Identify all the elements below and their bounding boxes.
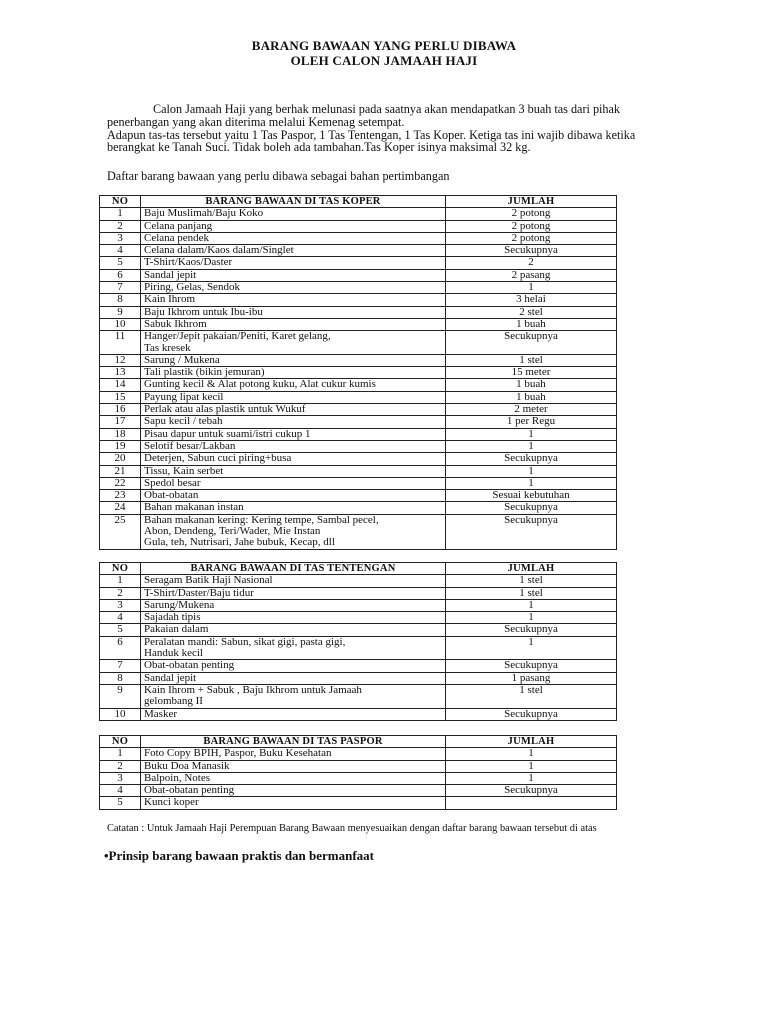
row-number: 17 (100, 416, 141, 428)
table-row (100, 269, 617, 281)
row-number: 3 (100, 232, 141, 244)
row-number: 1 (100, 575, 141, 587)
document-title-line1: BARANG BAWAAN YANG PERLU DIBAWA (251, 38, 517, 53)
item-quantity: 1 stel (446, 587, 617, 599)
item-name: Celana panjang (144, 219, 213, 232)
header-no: NO (100, 736, 141, 748)
item-name: Celana pendek (144, 231, 210, 244)
item-name: Gunting kecil & Alat potong kuku, Alat cukur kumis (144, 378, 376, 391)
item-quantity: 1 pasang (446, 672, 617, 684)
table-header-row (100, 736, 617, 748)
row-number: 13 (100, 367, 141, 379)
item-name: Sandal jepit (144, 671, 197, 684)
table-row (100, 612, 617, 624)
item-quantity: Secukupnya (446, 660, 617, 672)
item-name: Pakaian dalam (144, 623, 209, 636)
item-name: Seragam Batik Haji Nasional (144, 574, 273, 587)
table-row (100, 502, 617, 514)
table-row (100, 294, 617, 306)
table-row (100, 245, 617, 257)
table-row (100, 465, 617, 477)
item-quantity: 1 (446, 428, 617, 440)
item-name: T-Shirt/Kaos/Daster (144, 256, 233, 269)
table-row (100, 772, 617, 784)
table-row (100, 490, 617, 502)
item-name: Celana dalam/Kaos dalam/Singlet (144, 244, 294, 257)
item-name: Sarung / Mukena (144, 353, 220, 366)
row-number: 3 (100, 599, 141, 611)
item-cell (141, 404, 446, 416)
intro-line: penerbangan yang akan diterima melalui Kemenag setempat. (107, 114, 405, 129)
table-row (100, 587, 617, 599)
item-name: Tali plastik (bikin jemuran) (144, 366, 265, 379)
item-name: Obat-obatan (144, 489, 199, 502)
item-cell (141, 612, 446, 624)
item-name: Sajadah tipis (144, 611, 201, 624)
table-row (100, 599, 617, 611)
intro-line: Adapun tas-tas tersebut yaitu 1 Tas Paspor, 1 Tas Tentengan, 1 Tas Koper. Ketiga tas ini wajib dibawa ketika (107, 127, 636, 142)
item-cell (141, 477, 446, 489)
item-quantity (446, 797, 617, 809)
row-number: 12 (100, 354, 141, 366)
item-cell (141, 294, 446, 306)
table-row (100, 220, 617, 232)
item-name: Kunci koper (144, 796, 199, 809)
item-name: gelombang II (144, 695, 203, 708)
item-quantity: Secukupnya (446, 331, 617, 355)
table-row (100, 575, 617, 587)
row-number: 21 (100, 465, 141, 477)
row-number: 23 (100, 490, 141, 502)
item-cell (141, 269, 446, 281)
item-name: Perlak atau alas plastik untuk Wukuf (144, 403, 306, 416)
row-number: 6 (100, 269, 141, 281)
item-name: Pisau dapur untuk suami/istri cukup 1 (144, 427, 311, 440)
item-cell (141, 331, 446, 355)
table-row (100, 624, 617, 636)
item-cell (141, 318, 446, 330)
item-quantity: 2 (446, 257, 617, 269)
table-body (100, 208, 617, 549)
table-row (100, 708, 617, 720)
item-quantity: 1 buah (446, 391, 617, 403)
row-number: 9 (100, 306, 141, 318)
item-name: T-Shirt/Daster/Baju tidur (144, 586, 254, 599)
item-quantity: Secukupnya (446, 708, 617, 720)
item-name: Bahan makanan instan (144, 501, 244, 514)
item-name: Kain Ihrom + Sabuk , Baju Ikhrom untuk Jamaah (144, 683, 362, 696)
item-name: Buku Doa Manasik (144, 759, 230, 772)
item-name: Foto Copy BPIH, Paspor, Buku Kesehatan (144, 747, 332, 760)
table-row (100, 440, 617, 452)
item-quantity: Secukupnya (446, 785, 617, 797)
item-cell (141, 748, 446, 760)
item-cell (141, 453, 446, 465)
item-quantity: 1 (446, 599, 617, 611)
table-row (100, 318, 617, 330)
header-no: NO (100, 563, 141, 575)
item-name: Sandal jepit (144, 268, 197, 281)
table-row (100, 672, 617, 684)
item-quantity: 1 (446, 612, 617, 624)
row-number: 5 (100, 797, 141, 809)
row-number: 7 (100, 660, 141, 672)
item-quantity: 2 potong (446, 220, 617, 232)
item-quantity: 2 pasang (446, 269, 617, 281)
item-quantity: 1 (446, 748, 617, 760)
item-cell (141, 245, 446, 257)
table-row (100, 416, 617, 428)
item-quantity: Secukupnya (446, 453, 617, 465)
row-number: 8 (100, 294, 141, 306)
row-number: 15 (100, 391, 141, 403)
table-row (100, 404, 617, 416)
header-item: BARANG BAWAAN DI TAS PASPOR (141, 736, 446, 748)
row-number: 8 (100, 672, 141, 684)
table-row (100, 453, 617, 465)
item-quantity: 2 meter (446, 404, 617, 416)
item-name: Sabuk Ikhrom (144, 317, 207, 330)
item-name: Balpoin, Notes (144, 771, 210, 784)
row-number: 2 (100, 587, 141, 599)
intro-line: Calon Jamaah Haji yang berhak melunasi pada saatnya akan mendapatkan 3 buah tas dari pihak (153, 102, 621, 116)
row-number: 7 (100, 282, 141, 294)
item-cell (141, 440, 446, 452)
item-cell (141, 367, 446, 379)
table-row (100, 785, 617, 797)
item-name: Abon, Dendeng, Teri/Wader, Mie Instan (144, 525, 321, 538)
table-row (100, 282, 617, 294)
item-quantity: 1 (446, 636, 617, 660)
table-row (100, 379, 617, 391)
list-intro-text: Daftar barang bawaan yang perlu dibawa sebagai bahan pertimbangan (107, 169, 450, 183)
item-name: Tissu, Kain serbet (144, 464, 224, 477)
row-number: 9 (100, 684, 141, 708)
row-number: 14 (100, 379, 141, 391)
item-name: Gula, teh, Nutrisari, Jahe bubuk, Kecap, dll (144, 536, 335, 549)
item-cell (141, 708, 446, 720)
row-number: 3 (100, 772, 141, 784)
item-cell (141, 379, 446, 391)
item-cell (141, 599, 446, 611)
item-name: Sarung/Mukena (144, 598, 215, 611)
row-number: 16 (100, 404, 141, 416)
document-title-line2: OLEH CALON JAMAAH HAJI (290, 53, 478, 68)
item-cell (141, 428, 446, 440)
table-row (100, 660, 617, 672)
row-number: 5 (100, 624, 141, 636)
item-cell (141, 575, 446, 587)
item-cell (141, 416, 446, 428)
item-name: Deterjen, Sabun cuci piring+busa (144, 452, 292, 465)
row-number: 1 (100, 208, 141, 220)
table-header-row (100, 563, 617, 575)
table-row (100, 208, 617, 220)
row-number: 2 (100, 760, 141, 772)
row-number: 24 (100, 502, 141, 514)
intro-line: berangkat ke Tanah Suci. Tidak boleh ada tambahan.Tas Koper isinya maksimal 32 kg. (107, 140, 531, 155)
item-cell (141, 490, 446, 502)
item-cell (141, 514, 446, 549)
item-cell (141, 760, 446, 772)
item-name: Hanger/Jepit pakaian/Peniti, Karet gelang, (144, 330, 331, 343)
item-quantity: 1 stel (446, 354, 617, 366)
item-quantity: 1 (446, 282, 617, 294)
item-quantity: Secukupnya (446, 514, 617, 549)
item-name: Payung lipat kecil (144, 390, 224, 403)
item-cell (141, 391, 446, 403)
table-row (100, 477, 617, 489)
item-quantity: 1 (446, 465, 617, 477)
item-name: Obat-obatan penting (144, 659, 235, 672)
item-cell (141, 354, 446, 366)
item-cell (141, 660, 446, 672)
table-row (100, 428, 617, 440)
header-item: BARANG BAWAAN DI TAS KOPER (141, 196, 446, 208)
item-cell (141, 672, 446, 684)
item-quantity: 1 (446, 477, 617, 489)
row-number: 2 (100, 220, 141, 232)
item-cell (141, 797, 446, 809)
item-name: Masker (144, 707, 177, 720)
header-no: NO (100, 196, 141, 208)
item-quantity: 3 helai (446, 294, 617, 306)
table-row (100, 514, 617, 549)
item-quantity: Secukupnya (446, 502, 617, 514)
table-row (100, 684, 617, 708)
item-name: Spedol besar (144, 476, 201, 489)
item-quantity: 1 per Regu (446, 416, 617, 428)
table-row (100, 232, 617, 244)
item-name: Obat-obatan penting (144, 784, 235, 797)
header-jumlah: JUMLAH (446, 563, 617, 575)
item-name: Sapu kecil / tebah (144, 415, 223, 428)
table-row (100, 391, 617, 403)
row-number: 20 (100, 453, 141, 465)
item-cell (141, 785, 446, 797)
item-name: Selotif besar/Lakban (144, 439, 236, 452)
table-body (100, 575, 617, 721)
row-number: 4 (100, 245, 141, 257)
intro-paragraph (107, 103, 677, 154)
item-cell (141, 587, 446, 599)
item-cell (141, 465, 446, 477)
table-row (100, 367, 617, 379)
table-row (100, 306, 617, 318)
table-row (100, 748, 617, 760)
item-quantity: 2 potong (446, 232, 617, 244)
row-number: 5 (100, 257, 141, 269)
item-quantity: 2 stel (446, 306, 617, 318)
tas-tentengan-table (99, 562, 617, 721)
header-jumlah: JUMLAH (446, 196, 617, 208)
item-name: Kain Ihrom (144, 293, 196, 306)
item-quantity: 1 stel (446, 684, 617, 708)
item-name: Baju Ikhrom untuk Ibu-ibu (144, 305, 263, 318)
row-number: 11 (100, 331, 141, 355)
item-name: Tas kresek (144, 341, 191, 354)
item-name: Bahan makanan kering: Kering tempe, Sambal pecel, (144, 513, 379, 526)
item-name: Piring, Gelas, Sendok (144, 281, 240, 294)
item-cell (141, 232, 446, 244)
row-number: 10 (100, 708, 141, 720)
item-quantity: 1 stel (446, 575, 617, 587)
item-cell (141, 282, 446, 294)
item-name: Baju Muslimah/Baju Koko (144, 207, 264, 220)
item-cell (141, 636, 446, 660)
table-row (100, 354, 617, 366)
item-cell (141, 257, 446, 269)
item-name: Handuk kecil (144, 647, 203, 660)
item-cell (141, 502, 446, 514)
row-number: 4 (100, 785, 141, 797)
item-quantity: 1 buah (446, 379, 617, 391)
row-number: 6 (100, 636, 141, 660)
bullet-point: •Prinsip barang bawaan praktis dan bermanfaat (104, 848, 375, 863)
row-number: 19 (100, 440, 141, 452)
item-quantity: 1 (446, 772, 617, 784)
row-number: 4 (100, 612, 141, 624)
item-cell (141, 208, 446, 220)
table-header-row (100, 196, 617, 208)
header-item: BARANG BAWAAN DI TAS TENTENGAN (141, 563, 446, 575)
item-cell (141, 220, 446, 232)
table-body (100, 748, 617, 809)
table-row (100, 257, 617, 269)
item-cell (141, 306, 446, 318)
item-quantity: 15 meter (446, 367, 617, 379)
footer-note: Catatan : Untuk Jamaah Haji Perempuan Barang Bawaan menyesuaikan dengan daftar barang bawaan tersebut di atas (107, 823, 597, 834)
table-row (100, 797, 617, 809)
table-row (100, 636, 617, 660)
item-name: Peralatan mandi: Sabun, sikat gigi, pasta gigi, (144, 635, 346, 648)
item-quantity: Secukupnya (446, 245, 617, 257)
item-quantity: Secukupnya (446, 624, 617, 636)
row-number: 25 (100, 514, 141, 549)
item-quantity: 1 (446, 760, 617, 772)
row-number: 1 (100, 748, 141, 760)
tas-koper-table (99, 195, 617, 550)
item-cell (141, 624, 446, 636)
item-cell (141, 684, 446, 708)
item-quantity: 1 buah (446, 318, 617, 330)
row-number: 10 (100, 318, 141, 330)
item-quantity: 2 potong (446, 208, 617, 220)
tas-paspor-table (99, 735, 617, 810)
row-number: 22 (100, 477, 141, 489)
row-number: 18 (100, 428, 141, 440)
header-jumlah: JUMLAH (446, 736, 617, 748)
item-cell (141, 772, 446, 784)
table-row (100, 331, 617, 355)
table-row (100, 760, 617, 772)
item-quantity: Sesuai kebutuhan (446, 490, 617, 502)
item-quantity: 1 (446, 440, 617, 452)
